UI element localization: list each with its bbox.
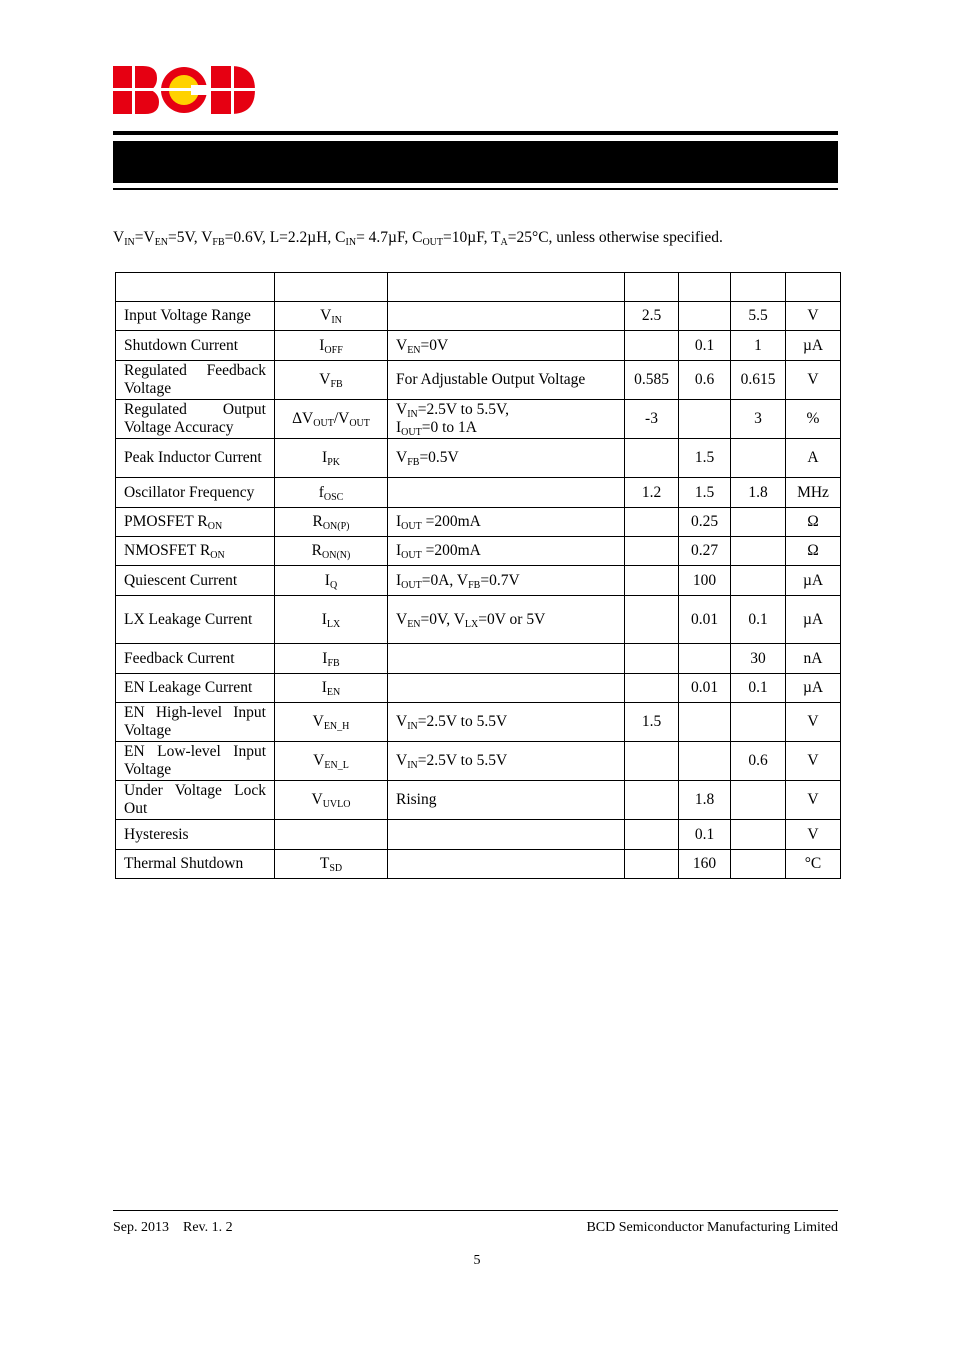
unit-cell: µA xyxy=(786,566,841,596)
symbol-cell xyxy=(275,644,388,674)
unit-cell: V xyxy=(786,781,841,820)
typ-value-cell: 0.6 xyxy=(679,361,731,400)
table-row xyxy=(116,674,841,703)
footer-date: Sep. 2013 xyxy=(113,1220,169,1235)
symbol-cell xyxy=(275,508,388,537)
page-number: 5 xyxy=(473,1253,481,1268)
table-row xyxy=(116,850,841,879)
symbol-subscript: EN xyxy=(326,687,341,698)
unit-cell: Ω xyxy=(786,508,841,537)
symbol-subscript: LX xyxy=(326,618,341,630)
table-row xyxy=(116,644,841,674)
symbol-text: I xyxy=(321,679,327,696)
table-row xyxy=(116,478,841,508)
condition-text: =2.5V to 5.5V xyxy=(417,752,508,769)
condition-text: I xyxy=(396,571,402,589)
condition-subscript: EN xyxy=(407,344,421,356)
table-row xyxy=(116,820,841,850)
parameter-text: NMOSFET R xyxy=(124,542,211,559)
condition-subscript: IN xyxy=(407,721,418,732)
symbol-cell xyxy=(275,742,388,781)
symbol-text: I xyxy=(319,336,325,354)
header-cell xyxy=(625,273,679,302)
symbol-subscript: SD xyxy=(329,863,343,874)
symbol-cell xyxy=(275,439,388,478)
parameter-cell: Regulated Feedback Voltage xyxy=(116,361,275,400)
symbol-text: V xyxy=(320,307,332,324)
symbol-subscript: Q xyxy=(329,579,338,591)
typ-value-cell: 0.27 xyxy=(679,537,731,566)
condition-text: For Adjustable Output Voltage xyxy=(396,371,586,388)
condition-cell xyxy=(388,439,625,478)
condition-text: =200mA xyxy=(421,513,481,530)
max-value-cell: 1 xyxy=(731,331,786,361)
header-cell xyxy=(275,273,388,302)
max-value-cell xyxy=(731,820,786,850)
condition-text: =2.5V to 5.5V xyxy=(417,713,508,730)
parameter-cell: Feedback Current xyxy=(116,644,275,674)
logo-stripe-b xyxy=(132,66,135,114)
min-value-cell xyxy=(625,781,679,820)
table-row xyxy=(116,361,841,400)
parameter-subscript: ON xyxy=(210,550,225,561)
symbol-text: I xyxy=(322,649,328,667)
parameter-subscript: ON xyxy=(207,521,223,532)
symbol-cell xyxy=(275,781,388,820)
typ-value-cell: 0.01 xyxy=(679,674,731,703)
condition-cell xyxy=(388,820,625,850)
max-value-cell: 0.615 xyxy=(731,361,786,400)
symbol-cell xyxy=(275,820,388,850)
parameter-cell: Thermal Shutdown xyxy=(116,850,275,879)
condition-cell xyxy=(388,644,625,674)
min-value-cell: 1.2 xyxy=(625,478,679,508)
unit-cell: MHz xyxy=(786,478,841,508)
header-cell xyxy=(786,273,841,302)
bcd-logo xyxy=(113,66,255,114)
typ-value-cell xyxy=(679,742,731,781)
unit-cell: V xyxy=(786,742,841,781)
symbol-text: V xyxy=(313,752,325,769)
condition-cell xyxy=(388,508,625,537)
parameter-cell: Hysteresis xyxy=(116,820,275,850)
typ-value-cell: 1.5 xyxy=(679,478,731,508)
symbol-text: /V xyxy=(333,410,350,427)
min-value-cell xyxy=(625,742,679,781)
condition-subscript: EN xyxy=(407,618,421,630)
condition-text: =0.5V xyxy=(419,449,459,466)
min-value-cell xyxy=(625,596,679,644)
condition-text: =200mA xyxy=(421,542,481,559)
test-conditions: $V_{IN}=V_{EN}=5V$, $V_{FB}=0.6V$, L=2.2µH, $C_{IN}= 4.7\mu F$, $C_{OUT}=10\mu F$, $T_A=25^\circ C$, unless otherwise specified. xyxy=(113,229,723,248)
max-value-cell xyxy=(731,537,786,566)
header-cell xyxy=(679,273,731,302)
condition-cell xyxy=(388,703,625,742)
symbol-subscript: UVLO xyxy=(322,799,351,810)
condition-cell xyxy=(388,331,625,361)
symbol-subscript: FB xyxy=(330,379,343,390)
min-value-cell xyxy=(625,537,679,566)
min-value-cell xyxy=(625,566,679,596)
min-value-cell: -3 xyxy=(625,400,679,439)
symbol-subscript: FB xyxy=(327,657,340,669)
symbol-cell xyxy=(275,703,388,742)
min-value-cell xyxy=(625,644,679,674)
condition-text: I xyxy=(396,542,402,559)
symbol-cell xyxy=(275,596,388,644)
table-row xyxy=(116,439,841,478)
typ-value-cell: 1.5 xyxy=(679,439,731,478)
max-value-cell: 0.6 xyxy=(731,742,786,781)
condition-cell xyxy=(388,566,625,596)
min-value-cell: 0.585 xyxy=(625,361,679,400)
min-value-cell xyxy=(625,674,679,703)
symbol-subscript: IN xyxy=(331,315,342,326)
table-header-row xyxy=(116,273,841,302)
symbol-cell xyxy=(275,478,388,508)
symbol-text: I xyxy=(324,571,330,589)
condition-cell xyxy=(388,674,625,703)
parameter-cell xyxy=(116,508,275,537)
unit-cell: µA xyxy=(786,596,841,644)
typ-value-cell xyxy=(679,644,731,674)
parameter-cell: Oscillator Frequency xyxy=(116,478,275,508)
condition-subscript: OUT xyxy=(401,521,422,532)
symbol-subscript: EN_H xyxy=(323,721,350,732)
unit-cell: °C xyxy=(786,850,841,879)
condition-text: I xyxy=(396,419,402,436)
max-value-cell: 3 xyxy=(731,400,786,439)
symbol-cell xyxy=(275,331,388,361)
typ-value-cell xyxy=(679,302,731,331)
parameter-cell: Regulated Output Voltage Accuracy xyxy=(116,400,275,439)
max-value-cell: 0.1 xyxy=(731,596,786,644)
parameter-cell: EN Low-level Input Voltage xyxy=(116,742,275,781)
header-cell xyxy=(388,273,625,302)
parameter-cell: Input Voltage Range xyxy=(116,302,275,331)
typ-value-cell: 100 xyxy=(679,566,731,596)
max-value-cell: 30 xyxy=(731,644,786,674)
table-row xyxy=(116,703,841,742)
condition-text: =0V, V xyxy=(420,610,465,628)
parameter-cell xyxy=(116,537,275,566)
typ-value-cell: 0.1 xyxy=(679,820,731,850)
header-rule-top xyxy=(113,131,838,135)
condition-text: =0A, V xyxy=(421,571,469,589)
condition-text: V xyxy=(396,752,408,769)
header-cell xyxy=(116,273,275,302)
condition-text: V xyxy=(396,610,408,628)
symbol-subscript: ON(P) xyxy=(322,521,350,532)
parameter-cell: LX Leakage Current xyxy=(116,596,275,644)
condition-cell xyxy=(388,537,625,566)
symbol-cell xyxy=(275,302,388,331)
symbol-subscript: OUT xyxy=(349,418,370,429)
min-value-cell: 1.5 xyxy=(625,703,679,742)
typ-value-cell: 0.25 xyxy=(679,508,731,537)
unit-cell: Ω xyxy=(786,537,841,566)
condition-text: =2.5V to 5.5V, xyxy=(417,401,510,418)
header-title-bar xyxy=(113,141,838,183)
condition-cell xyxy=(388,400,625,439)
symbol-text: f xyxy=(318,483,324,501)
max-value-cell xyxy=(731,508,786,537)
condition-cell xyxy=(388,850,625,879)
condition-text: V xyxy=(396,336,408,354)
symbol-text: V xyxy=(319,371,331,388)
condition-text: Rising xyxy=(396,791,437,808)
symbol-text: R xyxy=(312,513,323,530)
condition-text: I xyxy=(396,513,402,530)
unit-cell: V xyxy=(786,302,841,331)
max-value-cell xyxy=(731,703,786,742)
unit-cell: V xyxy=(786,820,841,850)
typ-value-cell: 0.1 xyxy=(679,331,731,361)
symbol-subscript: EN_L xyxy=(324,760,349,771)
unit-cell: µA xyxy=(786,331,841,361)
symbol-text: I xyxy=(322,449,328,466)
header-rule-bottom xyxy=(113,188,838,190)
unit-cell: µA xyxy=(786,674,841,703)
symbol-subscript: ON(N) xyxy=(322,550,351,561)
symbol-cell xyxy=(275,850,388,879)
typ-value-cell: 0.01 xyxy=(679,596,731,644)
condition-subscript: IN xyxy=(407,409,418,420)
condition-text: =0.7V xyxy=(480,571,520,589)
max-value-cell: 5.5 xyxy=(731,302,786,331)
condition-cell xyxy=(388,596,625,644)
condition-text: =0V xyxy=(420,336,449,354)
typ-value-cell xyxy=(679,703,731,742)
min-value-cell xyxy=(625,439,679,478)
table-row xyxy=(116,508,841,537)
condition-text: =0 to 1A xyxy=(421,419,477,436)
table-row xyxy=(116,566,841,596)
condition-text: =0V or 5V xyxy=(478,610,546,628)
condition-subscript: FB xyxy=(407,457,420,468)
table-row xyxy=(116,537,841,566)
symbol-cell xyxy=(275,537,388,566)
parameter-cell: Peak Inductor Current xyxy=(116,439,275,478)
parameter-cell: EN Leakage Current xyxy=(116,674,275,703)
typ-value-cell: 1.8 xyxy=(679,781,731,820)
max-value-cell xyxy=(731,781,786,820)
parameter-cell: Quiescent Current xyxy=(116,566,275,596)
condition-subscript: FB xyxy=(468,579,481,591)
parameter-text: PMOSFET R xyxy=(124,513,208,530)
typ-value-cell xyxy=(679,400,731,439)
symbol-cell xyxy=(275,400,388,439)
symbol-text: ΔV xyxy=(292,410,314,427)
electrical-characteristics-table xyxy=(115,272,841,879)
symbol-cell xyxy=(275,566,388,596)
table-row xyxy=(116,302,841,331)
unit-cell: % xyxy=(786,400,841,439)
header-cell xyxy=(731,273,786,302)
max-value-cell: 0.1 xyxy=(731,674,786,703)
table-row xyxy=(116,596,841,644)
symbol-text: V xyxy=(311,791,323,808)
condition-cell xyxy=(388,742,625,781)
table-row xyxy=(116,742,841,781)
max-value-cell xyxy=(731,439,786,478)
min-value-cell xyxy=(625,331,679,361)
unit-cell: V xyxy=(786,703,841,742)
symbol-cell xyxy=(275,674,388,703)
symbol-subscript: OUT xyxy=(313,418,334,429)
max-value-cell xyxy=(731,850,786,879)
min-value-cell xyxy=(625,508,679,537)
table-row xyxy=(116,781,841,820)
unit-cell: nA xyxy=(786,644,841,674)
symbol-subscript: OFF xyxy=(324,344,343,356)
condition-cell xyxy=(388,781,625,820)
condition-cell xyxy=(388,478,625,508)
condition-text: V xyxy=(396,401,408,418)
footer-company: BCD Semiconductor Manufacturing Limited xyxy=(586,1220,838,1235)
symbol-text: T xyxy=(319,855,330,872)
condition-cell xyxy=(388,361,625,400)
symbol-subscript: OSC xyxy=(323,491,344,503)
symbol-text: V xyxy=(312,713,324,730)
condition-subscript: OUT xyxy=(401,427,422,438)
min-value-cell: 2.5 xyxy=(625,302,679,331)
condition-text: V xyxy=(396,713,408,730)
max-value-cell: 1.8 xyxy=(731,478,786,508)
symbol-text: R xyxy=(311,542,322,559)
typ-value-cell: 160 xyxy=(679,850,731,879)
symbol-text: I xyxy=(321,610,327,628)
parameter-cell: Shutdown Current xyxy=(116,331,275,361)
condition-text: V xyxy=(396,449,408,466)
footer-rule xyxy=(113,1210,838,1211)
symbol-cell xyxy=(275,361,388,400)
condition-subscript: IN xyxy=(407,760,418,771)
parameter-cell: Under Voltage Lock Out xyxy=(116,781,275,820)
condition-cell xyxy=(388,302,625,331)
unit-cell: A xyxy=(786,439,841,478)
condition-subscript: OUT xyxy=(401,579,422,591)
condition-subscript: OUT xyxy=(401,550,422,561)
logo-stripe-d xyxy=(231,66,234,114)
condition-subscript: LX xyxy=(464,618,479,630)
unit-cell: V xyxy=(786,361,841,400)
min-value-cell xyxy=(625,850,679,879)
parameter-cell: EN High-level Input Voltage xyxy=(116,703,275,742)
table-row xyxy=(116,331,841,361)
table-row xyxy=(116,400,841,439)
footer-revision: Rev. 1. 2 xyxy=(183,1220,233,1235)
symbol-subscript: PK xyxy=(327,457,340,468)
min-value-cell xyxy=(625,820,679,850)
footer-date-revision xyxy=(113,1220,233,1236)
max-value-cell xyxy=(731,566,786,596)
